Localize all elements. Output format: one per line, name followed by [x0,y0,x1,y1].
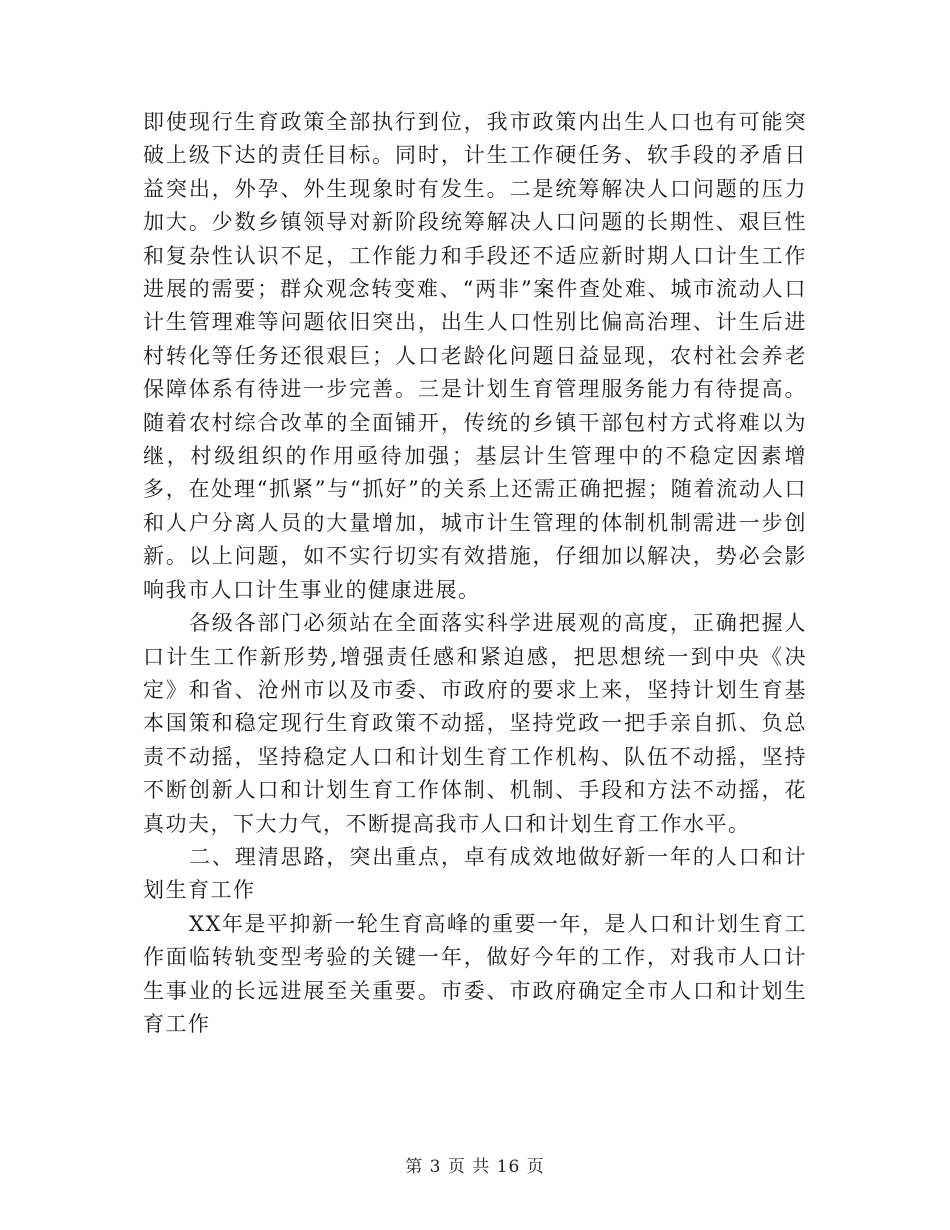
paragraph-xx-year: XX年是平抑新一轮生育高峰的重要一年，是人口和计划生育工作面临转轨变型考验的关键一年，做好今年的工作，对我市人口计生事业的长远进展至关重要。市委、市政府确定全市人口和计划生育工作 [143,911,807,1036]
document-body [143,106,807,1041]
paragraph-requirements: 各级各部门必须站在全面落实科学进展观的高度，正确把握人口计生工作新形势,增强责任感和紧迫感，把思想统一到中央《决定》和省、沧州市以及市委、市政府的要求上来，坚持计划生育基本国策和稳定现行生育政策不动摇，坚持党政一把手亲自抓、负总责不动摇，坚持稳定人口和计划生育工作机构、队伍不动摇，坚持不断创新人口和计划生育工作体制、机制、手段和方法不动摇，花真功夫，下大力气，不断提高我市人口和计划生育工作水平。 [143,611,807,836]
paragraph-continuation: 即使现行生育政策全部执行到位，我市政策内出生人口也有可能突破上级下达的责任目标。同时，计生工作硬任务、软手段的矛盾日益突出，外孕、外生现象时有发生。二是统筹解决人口问题的压力加大。少数乡镇领导对新阶段统筹解决人口问题的长期性、艰巨性和复杂性认识不足，工作能力和手段还不适应新时期人口计生工作进展的需要；群众观念转变难、“两非”案件查处难、城市流动人口计生管理难等问题依旧突出，出生人口性别比偏高治理、计生后进村转化等任务还很艰巨；人口老龄化问题日益显现，农村社会养老保障体系有待进一步完善。三是计划生育管理服务能力有待提高。随着农村综合改革的全面铺开，传统的乡镇干部包村方式将难以为继，村级组织的作用亟待加强；基层计生管理中的不稳定因素增多，在处理“抓紧”与“抓好”的关系上还需正确把握；随着流动人口和人户分离人员的大量增加，城市计生管理的体制机制需进一步创新。以上问题，如不实行切实有效措施，仔细加以解决，势必会影响我市人口计生事业的健康进展。 [143,110,807,602]
page-number-footer: 第 3 页 共 16 页 [405,1157,545,1177]
section-heading-two: 二、理清思路，突出重点，卓有成效地做好新一年的人口和计划生育工作 [143,844,807,903]
